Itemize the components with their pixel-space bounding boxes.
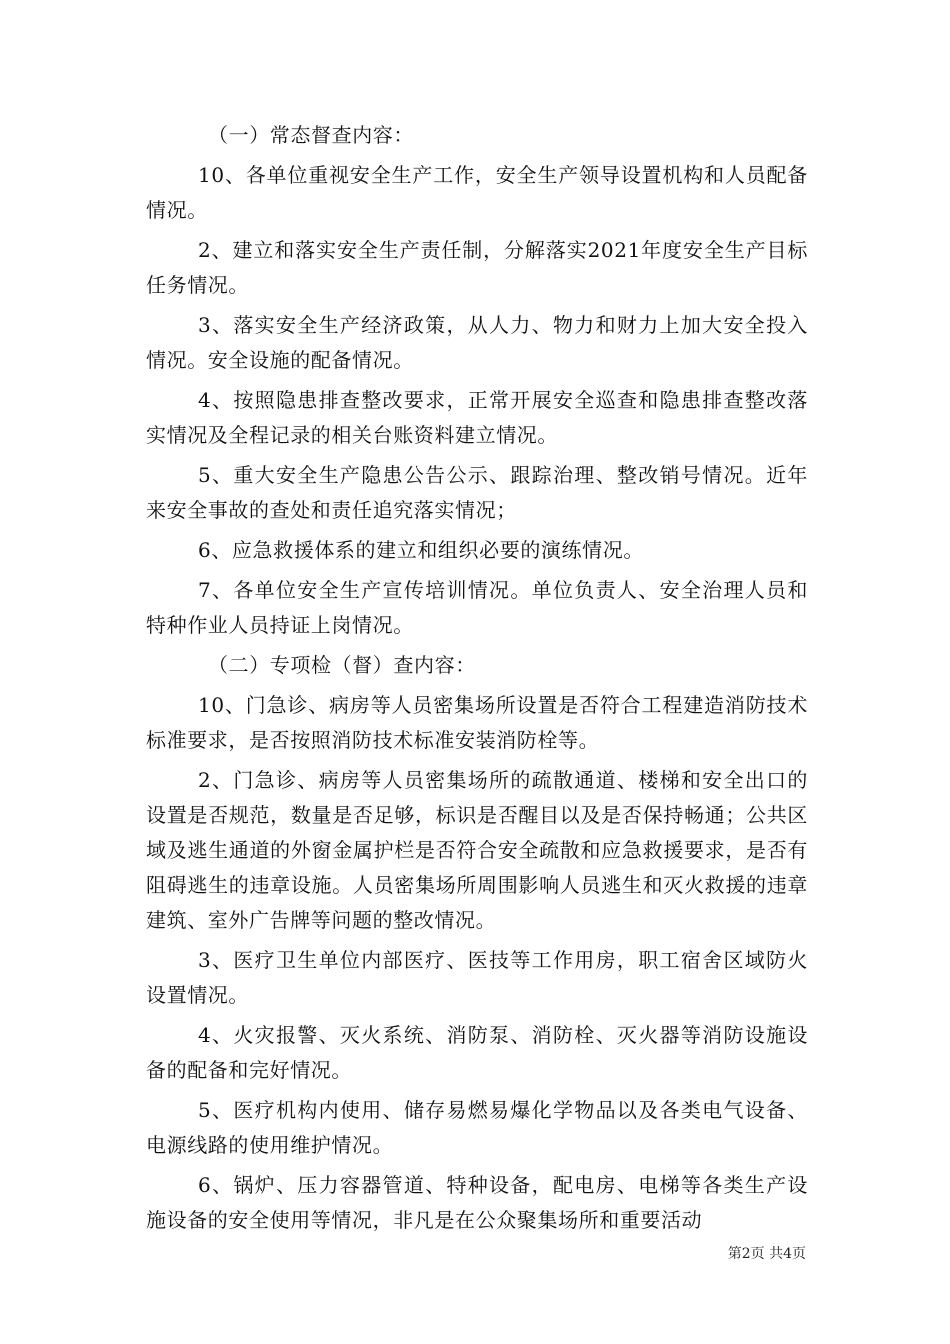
routine-item-3: 3、落实安全生产经济政策，从人力、物力和财力上加大安全投入情况。安全设施的配备情况。 [146, 313, 808, 372]
section-heading-special: （二）专项检（督）查内容： [208, 653, 476, 677]
special-item-4: 4、火灾报警、灭火系统、消防泵、消防栓、灭火器等消防设施设备的配备和完好情况。 [146, 1023, 808, 1082]
section-heading-routine: （一）常态督查内容： [208, 123, 414, 147]
routine-item-5: 5、重大安全生产隐患公告公示、跟踪治理、整改销号情况。近年来安全事故的查处和责任追究落实情况； [146, 463, 808, 522]
special-item-6: 6、锅炉、压力容器管道、特种设备，配电房、电梯等各类生产设施设备的安全使用等情况，非凡是在公众聚集场所和重要活动 [146, 1173, 808, 1232]
special-item-2: 2、门急诊、病房等人员密集场所的疏散通道、楼梯和安全出口的设置是否规范，数量是否足够，标识是否醒目以及是否保持畅通；公共区域及逃生通道的外窗金属护栏是否符合安全疏散和应急救援要求，是否有阻碍逃生的违章设施。人员密集场所周围影响人员逃生和灭火救援的违章建筑、室外广告牌等问题的整改情况。 [146, 768, 808, 932]
routine-item-6: 6、应急救援体系的建立和组织必要的演练情况。 [198, 538, 644, 562]
special-item-3: 3、医疗卫生单位内部医疗、医技等工作用房，职工宿舍区域防火设置情况。 [146, 948, 808, 1007]
routine-item-4: 4、按照隐患排查整改要求，正常开展安全巡查和隐患排查整改落实情况及全程记录的相关台账资料建立情况。 [146, 388, 808, 447]
routine-item-1: 10、各单位重视安全生产工作，安全生产领导设置机构和人员配备情况。 [146, 163, 808, 222]
special-item-1: 10、门急诊、病房等人员密集场所设置是否符合工程建造消防技术标准要求，是否按照消防技术标准安装消防栓等。 [146, 693, 808, 752]
routine-item-7: 7、各单位安全生产宣传培训情况。单位负责人、安全治理人员和特种作业人员持证上岗情况。 [146, 578, 808, 637]
page-number: 第2页 共4页 [727, 1246, 806, 1262]
routine-item-2: 2、建立和落实安全生产责任制，分解落实2021年度安全生产目标任务情况。 [146, 238, 808, 297]
special-item-5: 5、医疗机构内使用、储存易燃易爆化学物品以及各类电气设备、电源线路的使用维护情况。 [146, 1098, 808, 1157]
document-body [146, 118, 808, 1243]
